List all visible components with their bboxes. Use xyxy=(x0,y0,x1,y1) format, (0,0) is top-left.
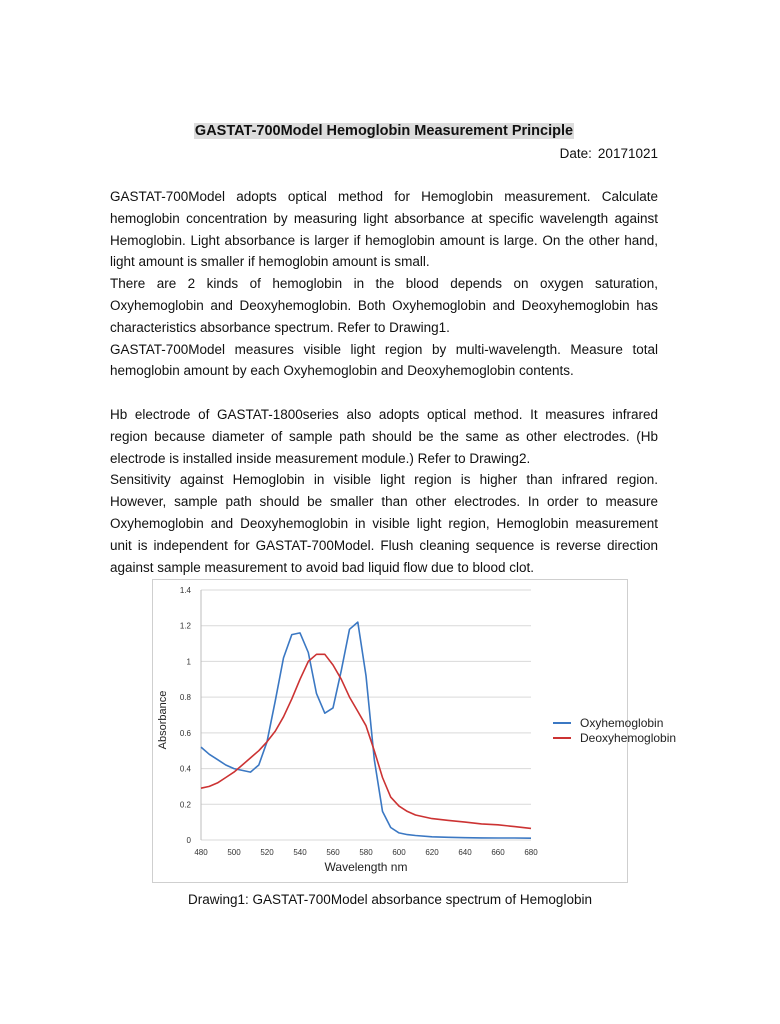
paragraph: Sensitivity against Hemoglobin in visible light region is higher than infrared region. However, sample path should be smaller than other electrodes. In order to measure Oxyhemoglobin and Deoxyhemoglobin in visible light region, Hemoglobin measurement unit is independent for GASTAT-700Model. Flush cleaning sequence is reverse direction against sample measurement to avoid bad liquid flow due to blood clot. xyxy=(110,472,658,575)
figure-caption: Drawing1: GASTAT-700Model absorbance spectrum of Hemoglobin xyxy=(188,892,592,907)
paragraph-block-1 xyxy=(110,186,658,382)
paragraph-block-2 xyxy=(110,404,658,578)
x-tick-label: 600 xyxy=(392,848,406,857)
paragraph: There are 2 kinds of hemoglobin in the blood depends on oxygen saturation, Oxyhemoglobin and Deoxyhemoglobin. Both Oxyhemoglobin and Deoxyhemoglobin has characteristics absorbance spectrum. Refer to Drawing1. xyxy=(110,276,658,335)
x-tick-label: 540 xyxy=(293,848,307,857)
y-tick-label: 1.2 xyxy=(179,621,191,631)
paragraph: GASTAT-700Model measures visible light region by multi-wavelength. Measure total hemoglobin amount by each Oxyhemoglobin and Deoxyhemoglobin contents. xyxy=(110,341,658,379)
x-tick-label: 660 xyxy=(491,848,505,857)
x-tick-label: 480 xyxy=(194,848,208,857)
date-value: 20171021 xyxy=(597,146,658,161)
y-tick-label: 1 xyxy=(186,657,191,667)
chart-svg xyxy=(153,580,677,882)
x-tick-label: 640 xyxy=(458,848,472,857)
x-tick-label: 580 xyxy=(359,848,373,857)
x-tick-label: 680 xyxy=(524,848,538,857)
y-tick-label: 0.8 xyxy=(179,693,191,703)
legend-label: Deoxyhemoglobin xyxy=(580,731,677,745)
y-tick-label: 0 xyxy=(186,836,191,845)
y-tick-label: 1.4 xyxy=(179,586,191,595)
y-tick-label: 0.2 xyxy=(179,800,191,810)
y-tick-label: 0.6 xyxy=(179,728,191,738)
date-label: Date: xyxy=(559,146,592,161)
x-tick-label: 520 xyxy=(260,848,274,857)
paragraph: Hb electrode of GASTAT-1800series also adopts optical method. It measures infrared region because diameter of sample path should be the same as other electrodes. (Hb electrode is installed inside measurement module.) Refer to Drawing2. xyxy=(110,407,658,466)
x-tick-label: 620 xyxy=(425,848,439,857)
legend-label: Oxyhemoglobin xyxy=(580,716,664,730)
x-tick-label: 500 xyxy=(227,848,241,857)
page-title: GASTAT-700Model Hemoglobin Measurement Principle xyxy=(194,123,574,139)
absorbance-chart xyxy=(152,579,677,883)
document-date xyxy=(560,146,658,161)
paragraph: GASTAT-700Model adopts optical method for Hemoglobin measurement. Calculate hemoglobin concentration by measuring light absorbance at specific wavelength against Hemoglobin. Light absorbance is larger if hemoglobin amount is large. On the other hand, light amount is smaller if hemoglobin amount is small. xyxy=(110,189,658,270)
y-axis-title: Absorbance xyxy=(157,690,169,750)
y-tick-label: 0.4 xyxy=(179,764,191,774)
series-line-oxyhemoglobin xyxy=(201,622,531,838)
x-axis-title: Wavelength nm xyxy=(324,860,408,874)
x-tick-label: 560 xyxy=(326,848,340,857)
